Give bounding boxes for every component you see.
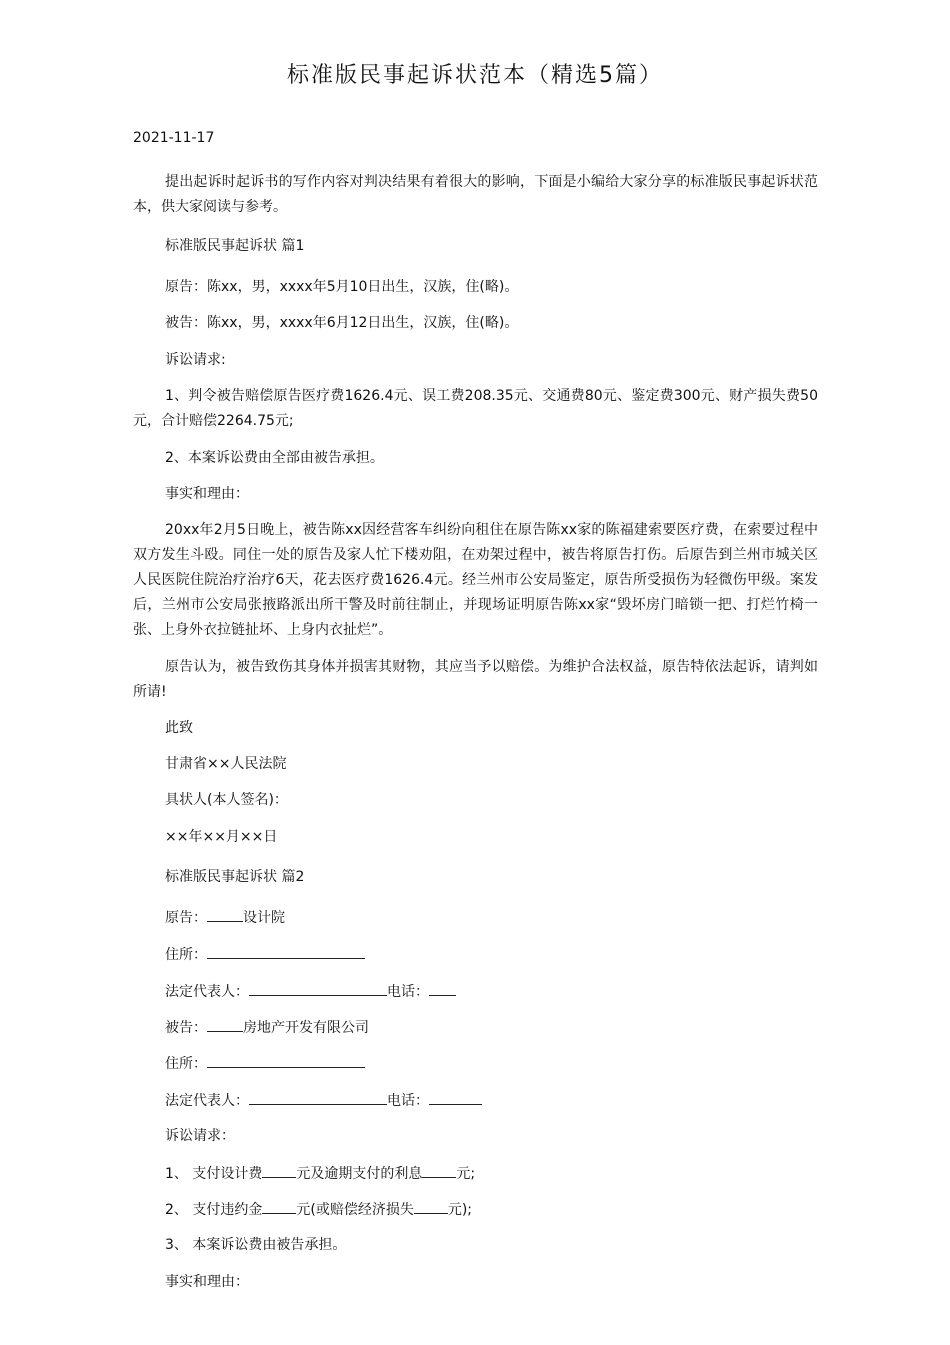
piece1-sign-date: ××年××月××日 (165, 829, 278, 845)
piece2-claim-2 (165, 1199, 472, 1220)
piece2-plaintiff-row (165, 907, 285, 928)
address-blank[interactable] (207, 1053, 365, 1068)
piece1-facts-heading: 事实和理由： (165, 486, 249, 502)
claim1-text-c: 元; (456, 1166, 476, 1182)
phone-label: 电话： (387, 1093, 429, 1109)
plaintiff-label: 原告： (165, 910, 207, 926)
design-fee-blank[interactable] (262, 1163, 296, 1178)
piece1-plaintiff: 原告：陈xx，男，xxxx年5月10日出生，汉族，住(略)。 (165, 279, 519, 295)
rep-label: 法定代表人： (165, 984, 249, 1000)
phone-label: 电话： (387, 984, 429, 1000)
piece2-plaintiff-address-row (165, 944, 365, 965)
plaintiff-suffix: 设计院 (243, 910, 285, 926)
piece2-defendant-address-row (165, 1053, 365, 1074)
claim1-text-b: 元及逾期支付的利息 (296, 1166, 423, 1182)
piece2-claim-1 (165, 1163, 475, 1184)
rep-blank[interactable] (249, 981, 387, 996)
piece1-court: 甘肃省××人民法院 (165, 756, 287, 772)
address-blank[interactable] (207, 944, 365, 959)
piece1-claim-1: 1、判令被告赔偿原告医疗费1626.4元、误工费208.35元、交通费80元、鉴定费300元、财产损失费50元，合计赔偿2264.75元; (133, 388, 818, 429)
piece2-facts-heading: 事实和理由： (165, 1274, 249, 1290)
defendant-label: 被告： (165, 1020, 207, 1036)
claim2-text-a: 2、 支付违约金 (165, 1202, 263, 1218)
phone-blank[interactable] (429, 1090, 482, 1105)
claim2-text-c: 元); (447, 1202, 473, 1218)
rep-label: 法定代表人： (165, 1093, 249, 1109)
piece2-claims-heading: 诉讼请求： (165, 1128, 235, 1144)
piece1-heading: 标准版民事起诉状 篇1 (165, 238, 305, 254)
piece1-signer: 具状人(本人签名)： (165, 792, 288, 808)
plaintiff-blank[interactable] (207, 907, 243, 922)
loss-blank[interactable] (414, 1199, 448, 1214)
piece1-conclusion: 原告认为，被告致伤其身体并损害其财物，其应当予以赔偿。为维护合法权益，原告特依法起诉，请判如所请! (133, 659, 818, 700)
defendant-blank[interactable] (207, 1017, 243, 1032)
piece2-defendant-rep-row (165, 1090, 482, 1111)
address-label: 住所： (165, 947, 207, 963)
document-title: 标准版民事起诉状范本（精选5篇） (287, 63, 663, 88)
claim1-text-a: 1、 支付设计费 (165, 1166, 263, 1182)
interest-blank[interactable] (422, 1163, 456, 1178)
phone-blank[interactable] (429, 981, 456, 996)
piece1-defendant: 被告：陈xx，男，xxxx年6月12日出生，汉族，住(略)。 (165, 315, 519, 331)
piece2-plaintiff-rep-row (165, 981, 456, 1002)
rep-blank[interactable] (249, 1090, 387, 1105)
publish-date: 2021-11-17 (133, 130, 215, 146)
penalty-blank[interactable] (262, 1199, 296, 1214)
defendant-suffix: 房地产开发有限公司 (243, 1020, 369, 1036)
address-label: 住所： (165, 1056, 207, 1072)
piece2-claim-3: 3、 本案诉讼费由被告承担。 (165, 1237, 347, 1253)
piece1-claims-heading: 诉讼请求: (165, 352, 226, 368)
piece2-defendant-row (165, 1017, 369, 1038)
piece1-claim-2: 2、本案诉讼费由全部由被告承担。 (165, 450, 384, 466)
piece1-closing: 此致 (165, 720, 193, 736)
claim2-text-b: 元(或赔偿经济损失 (296, 1202, 414, 1218)
intro-paragraph: 提出起诉时起诉书的写作内容对判决结果有着很大的影响，下面是小编给大家分享的标准版民事起诉状范本，供大家阅读与参考。 (133, 174, 818, 215)
piece2-heading: 标准版民事起诉状 篇2 (165, 869, 305, 885)
piece1-facts-paragraph: 20xx年2月5日晚上，被告陈xx因经营客车纠纷向租住在原告陈xx家的陈福建索要医疗费，在索要过程中双方发生斗殴。同住一处的原告及家人忙下楼劝阻，在劝架过程中，被告将原告打伤。后原告到兰州市城关区人民医院住院治疗治疗6天，花去医疗费1626.4元。经兰州市公安局鉴定，原告所受损伤为轻微伤甲级。案发后，兰州市公安局张掖路派出所干警及时前往制止，并现场证明原告陈xx家“毁坏房门暗锁一把、打烂竹椅一张、上身外衣拉链扯坏、上身内衣扯烂”。 (133, 522, 818, 638)
